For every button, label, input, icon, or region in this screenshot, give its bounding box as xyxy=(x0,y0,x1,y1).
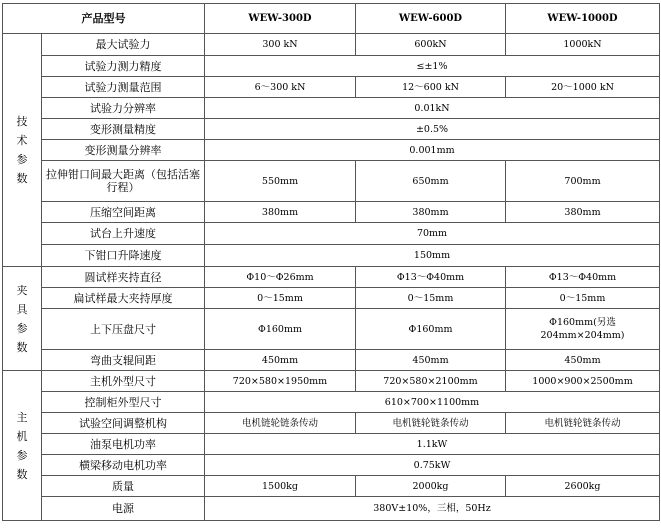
value-cell: Φ160mm xyxy=(356,309,506,350)
shared-value-cell: 0.01kN xyxy=(205,98,660,119)
value-cell: 300 kN xyxy=(205,34,356,56)
spec-row xyxy=(3,267,660,288)
category-cell xyxy=(3,267,42,371)
value-cell: Φ13～Φ40mm xyxy=(506,267,660,288)
spec-row xyxy=(3,77,660,98)
value-cell: 电机链轮链条传动 xyxy=(205,413,356,434)
model-header-2: WEW-600D xyxy=(356,4,506,34)
shared-value-cell: 0.75kW xyxy=(205,455,660,476)
spec-row xyxy=(3,56,660,77)
category-label: 技术参数 xyxy=(16,115,28,185)
parameter-name: 控制柜外型尺寸 xyxy=(42,392,205,413)
category-cell xyxy=(3,34,42,267)
spec-row xyxy=(3,434,660,455)
value-cell: 700mm xyxy=(506,161,660,202)
category-cell xyxy=(3,371,42,521)
parameter-name: 最大试验力 xyxy=(42,34,205,56)
parameter-name: 油泵电机功率 xyxy=(42,434,205,455)
header-label: 产品型号 xyxy=(3,4,205,34)
parameter-name: 试验力测量范围 xyxy=(42,77,205,98)
parameter-name: 圆试样夹持直径 xyxy=(42,267,205,288)
spec-row xyxy=(3,161,660,202)
spec-row xyxy=(3,497,660,521)
header-row xyxy=(3,4,660,34)
model-header-1: WEW-300D xyxy=(205,4,356,34)
value-cell: 2000kg xyxy=(356,476,506,497)
value-cell: 380mm xyxy=(205,202,356,223)
shared-value-cell: 1.1kW xyxy=(205,434,660,455)
parameter-name: 试台上升速度 xyxy=(42,223,205,245)
parameter-name: 试验空间调整机构 xyxy=(42,413,205,434)
value-cell: 380mm xyxy=(356,202,506,223)
parameter-name: 拉伸钳口间最大距离（包括活塞行程） xyxy=(42,161,205,202)
value-cell: 0～15mm xyxy=(356,288,506,309)
parameter-name: 质量 xyxy=(42,476,205,497)
parameter-name: 弯曲支辊间距 xyxy=(42,350,205,371)
spec-row xyxy=(3,455,660,476)
value-cell: 1500kg xyxy=(205,476,356,497)
shared-value-cell: ±0.5% xyxy=(205,119,660,140)
value-cell: Φ160mm xyxy=(205,309,356,350)
spec-row xyxy=(3,98,660,119)
spec-row xyxy=(3,202,660,223)
value-cell: 450mm xyxy=(205,350,356,371)
value-cell: 450mm xyxy=(506,350,660,371)
spec-row xyxy=(3,119,660,140)
parameter-name: 变形测量分辨率 xyxy=(42,140,205,161)
value-cell: 电机链轮链条传动 xyxy=(356,413,506,434)
shared-value-cell: ≤±1% xyxy=(205,56,660,77)
spec-row xyxy=(3,476,660,497)
value-cell: 1000×900×2500mm xyxy=(506,371,660,392)
value-cell: 20～1000 kN xyxy=(506,77,660,98)
spec-table-body xyxy=(3,4,660,521)
value-cell: 0～15mm xyxy=(205,288,356,309)
value-cell: 600kN xyxy=(356,34,506,56)
shared-value-cell: 150mm xyxy=(205,245,660,267)
spec-row xyxy=(3,34,660,56)
shared-value-cell: 70mm xyxy=(205,223,660,245)
value-cell: Φ13～Φ40mm xyxy=(356,267,506,288)
value-cell: 12～600 kN xyxy=(356,77,506,98)
spec-row xyxy=(3,392,660,413)
value-cell: Φ10～Φ26mm xyxy=(205,267,356,288)
shared-value-cell: 380V±10%，三相，50Hz xyxy=(205,497,660,521)
spec-row xyxy=(3,309,660,350)
parameter-name: 电源 xyxy=(42,497,205,521)
parameter-name: 试验力测力精度 xyxy=(42,56,205,77)
parameter-name: 横梁移动电机功率 xyxy=(42,455,205,476)
parameter-name: 上下压盘尺寸 xyxy=(42,309,205,350)
model-header-3: WEW-1000D xyxy=(506,4,660,34)
value-cell: 1000kN xyxy=(506,34,660,56)
parameter-name: 压缩空间距离 xyxy=(42,202,205,223)
value-cell: 550mm xyxy=(205,161,356,202)
spec-row xyxy=(3,350,660,371)
category-label: 夹具参数 xyxy=(16,283,28,354)
spec-row xyxy=(3,223,660,245)
value-cell: 6～300 kN xyxy=(205,77,356,98)
spec-table xyxy=(2,3,660,521)
category-label: 主机参数 xyxy=(16,410,28,481)
shared-value-cell: 0.001mm xyxy=(205,140,660,161)
spec-row xyxy=(3,413,660,434)
parameter-name: 下钳口升降速度 xyxy=(42,245,205,267)
value-cell: Φ160mm(另选 204mm×204mm) xyxy=(506,309,660,350)
value-cell: 电机链轮链条传动 xyxy=(506,413,660,434)
spec-row xyxy=(3,288,660,309)
value-cell: 450mm xyxy=(356,350,506,371)
value-cell: 2600kg xyxy=(506,476,660,497)
value-cell: 720×580×2100mm xyxy=(356,371,506,392)
value-cell: 650mm xyxy=(356,161,506,202)
spec-row xyxy=(3,140,660,161)
value-cell: 380mm xyxy=(506,202,660,223)
value-cell: 720×580×1950mm xyxy=(205,371,356,392)
value-cell: 0～15mm xyxy=(506,288,660,309)
parameter-name: 试验力分辨率 xyxy=(42,98,205,119)
parameter-name: 主机外型尺寸 xyxy=(42,371,205,392)
spec-row xyxy=(3,245,660,267)
parameter-name: 扁试样最大夹持厚度 xyxy=(42,288,205,309)
spec-row xyxy=(3,371,660,392)
shared-value-cell: 610×700×1100mm xyxy=(205,392,660,413)
parameter-name: 变形测量精度 xyxy=(42,119,205,140)
